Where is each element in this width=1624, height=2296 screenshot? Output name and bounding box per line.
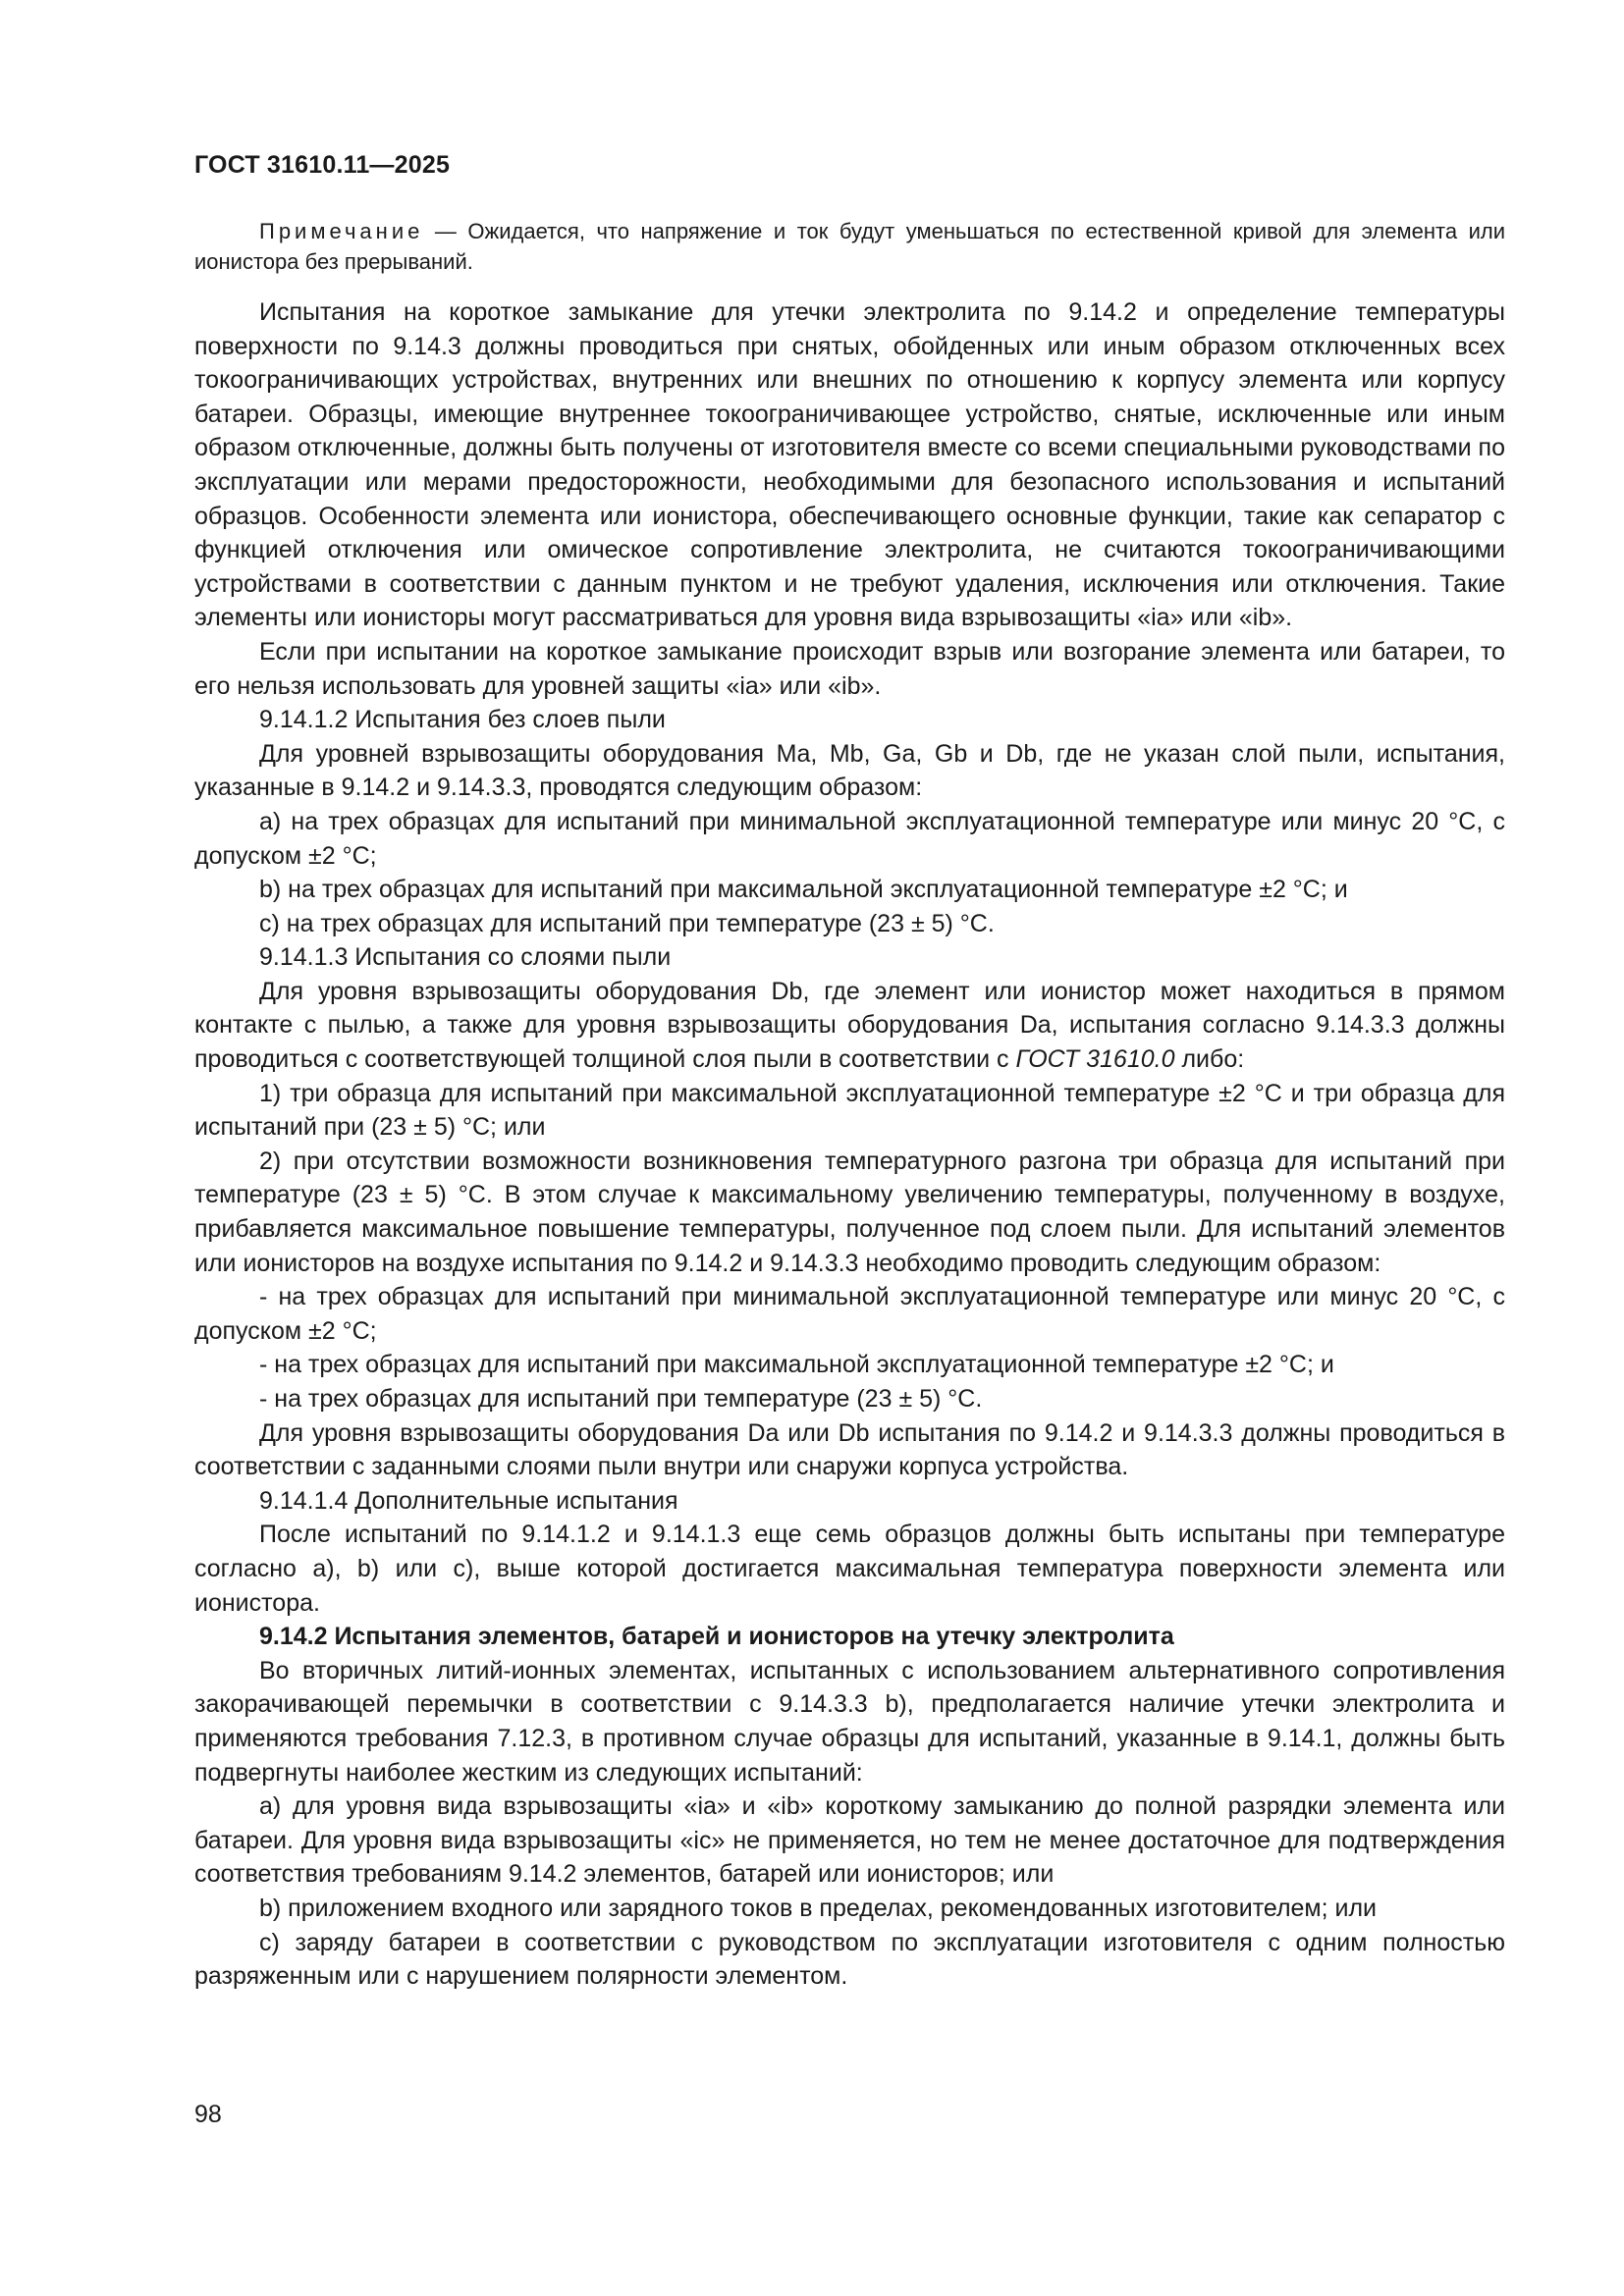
- body-paragraph: [194, 1518, 1505, 1620]
- paragraph-text: a) на трех образцах для испытаний при минимальной эксплуатационной температуре или минус 20 °С, с допуском ±2 °С;: [194, 807, 1505, 870]
- document-header: ГОСТ 31610.11—2025: [194, 151, 451, 179]
- paragraph-tail: либо:: [1174, 1045, 1245, 1074]
- body-paragraph: [194, 1654, 1505, 1789]
- body-paragraph: [194, 1416, 1505, 1484]
- body-paragraph: [194, 907, 1505, 941]
- paragraph-text: 9.14.2 Испытания элементов, батарей и ионисторов на утечку электролита: [259, 1623, 1174, 1651]
- paragraph-text: - на трех образцах для испытаний при температуре (23 ± 5) °С.: [259, 1385, 983, 1413]
- body-paragraph: [194, 1926, 1505, 1994]
- body-paragraph: [194, 940, 1505, 975]
- body-paragraph: [194, 1484, 1505, 1519]
- paragraph-text: c) заряду батареи в соответствии с руководством по эксплуатации изготовителя с одним полностью разряженным или с нарушением полярности элементом.: [194, 1928, 1505, 1991]
- body-paragraph: [194, 1892, 1505, 1926]
- paragraph-text: 9.14.1.3 Испытания со слоями пыли: [259, 943, 672, 972]
- paragraph-text: Для уровней взрывозащиты оборудования Ma, Mb, Ga, Gb и Db, где не указан слой пыли, испытания, указанные в 9.14.2 и 9.14.3.3, проводятся следующим образом:: [194, 739, 1505, 802]
- body-paragraph: [194, 1382, 1505, 1416]
- paragraph-text: 2) при отсутствии возможности возникновения температурного разгона три образца для испытаний при температуре (23 ± 5) °С. В этом случае к максимальному увеличению температуры, полученному в воздухе, прибавляется максимальное повышение температуры, полученное под слоем пыли. Для испытаний элементов или ионисторов на воздухе испытания по 9.14.2 и 9.14.3.3 необходимо проводить следующим образом:: [194, 1147, 1505, 1277]
- note-text: — Ожидается, что напряжение и ток будут уменьшаться по естественной кривой для элемента или ионистора без прерываний.: [194, 219, 1505, 274]
- paragraph-text: Испытания на короткое замыкание для утечки электролита по 9.14.2 и определение температуры поверхности по 9.14.3 должны проводиться при снятых, обойденных или иным образом отключенных всех токоограничивающих устройствах, внутренних или внешних по отношению к корпусу элемента или корпусу батареи. Образцы, имеющие внутреннее токоограничивающее устройство, снятые, исключенные или иным образом отключенные, должны быть получены от изготовителя вместе со всеми специальными руководствами по эксплуатации или мерами предосторожности, необходимыми для безопасного использования и испытаний образцов. Особенности элемента или ионистора, обеспечивающего основные функции, такие как сепаратор с функцией отключения или омическое сопротивление электролита, не считаются токоограничивающими устройствами в соответствии с данным пунктом и не требуют удаления, исключения или отключения. Такие элементы или ионисторы могут рассматриваться для уровня вида взрывозащиты «ia» или «ib».: [194, 298, 1505, 632]
- note-label: Примечание: [259, 219, 424, 243]
- body-paragraph: [194, 703, 1505, 737]
- paragraph-text: - на трех образцах для испытаний при максимальной эксплуатационной температуре ±2 °С; и: [259, 1351, 1334, 1379]
- paragraph-text: Для уровня взрывозащиты оборудования Db, где элемент или ионистор может находиться в прямом контакте с пылью, а также для уровня взрывозащиты оборудования Da, испытания согласно 9.14.3.3 должны проводиться с соответствующей толщиной слоя пыли в соответствии с: [194, 977, 1505, 1074]
- body-paragraph: [194, 1280, 1505, 1348]
- paragraph-text: Для уровня взрывозащиты оборудования Da или Db испытания по 9.14.2 и 9.14.3.3 должны проводиться в соответствии с заданными слоями пыли внутри или снаружи корпуса устройства.: [194, 1418, 1505, 1481]
- paragraph-text: b) на трех образцах для испытаний при максимальной эксплуатационной температуре ±2 °С; и: [259, 876, 1348, 904]
- paragraph-text: 1) три образца для испытаний при максимальной эксплуатационной температуре ±2 °С и три образца для испытаний при (23 ± 5) °С; или: [194, 1079, 1505, 1142]
- body-paragraph: [194, 1348, 1505, 1382]
- paragraph-text: b) приложением входного или зарядного токов в пределах, рекомендованных изготовителем; или: [259, 1894, 1378, 1922]
- page-number: 98: [194, 2101, 222, 2128]
- body-paragraph: [194, 737, 1505, 805]
- body-paragraph: [194, 805, 1505, 873]
- section-heading: [194, 1620, 1505, 1654]
- paragraph-text: - на трех образцах для испытаний при минимальной эксплуатационной температуре или минус 20 °С, с допуском ±2 °С;: [194, 1283, 1505, 1345]
- standard-reference: ГОСТ 31610.0: [1015, 1045, 1175, 1074]
- paragraph-text: 9.14.1.4 Дополнительные испытания: [259, 1486, 678, 1515]
- body-paragraph: [194, 1077, 1505, 1145]
- paragraph-text: 9.14.1.2 Испытания без слоев пыли: [259, 706, 666, 734]
- paragraph-text: Если при испытании на короткое замыкание происходит взрыв или возгорание элемента или батареи, то его нельзя использовать для уровней защиты «ia» или «ib».: [194, 637, 1505, 700]
- document-body: [194, 216, 1505, 1994]
- body-paragraph: [194, 1145, 1505, 1280]
- paragraph-text: Во вторичных литий-ионных элементах, испытанных с использованием альтернативного сопротивления закорачивающей перемычки в соответствии с 9.14.3.3 b), предполагается наличие утечки электролита и применяются требования 7.12.3, в противном случае образцы для испытаний, указанные в 9.14.1, должны быть подвергнуты наиболее жестким из следующих испытаний:: [194, 1656, 1505, 1787]
- body-paragraph: [194, 635, 1505, 703]
- body-paragraph: [194, 295, 1505, 635]
- paragraph-list: [194, 295, 1505, 1994]
- body-paragraph: [194, 975, 1505, 1077]
- paragraph-text: c) на трех образцах для испытаний при температуре (23 ± 5) °С.: [259, 909, 995, 937]
- paragraph-text: После испытаний по 9.14.1.2 и 9.14.1.3 еще семь образцов должны быть испытаны при температуре согласно a), b) или c), выше которой достигается максимальная температура поверхности элемента или ионистора.: [194, 1521, 1505, 1617]
- note-paragraph: [194, 216, 1505, 277]
- body-paragraph: [194, 1789, 1505, 1892]
- paragraph-text: a) для уровня вида взрывозащиты «ia» и «ib» короткому замыканию до полной разрядки элемента или батареи. Для уровня вида взрывозащиты «ic» не применяется, но тем не менее достаточное для подтверждения соответствия требованиям 9.14.2 элементов, батарей или ионисторов; или: [194, 1792, 1505, 1889]
- body-paragraph: [194, 873, 1505, 907]
